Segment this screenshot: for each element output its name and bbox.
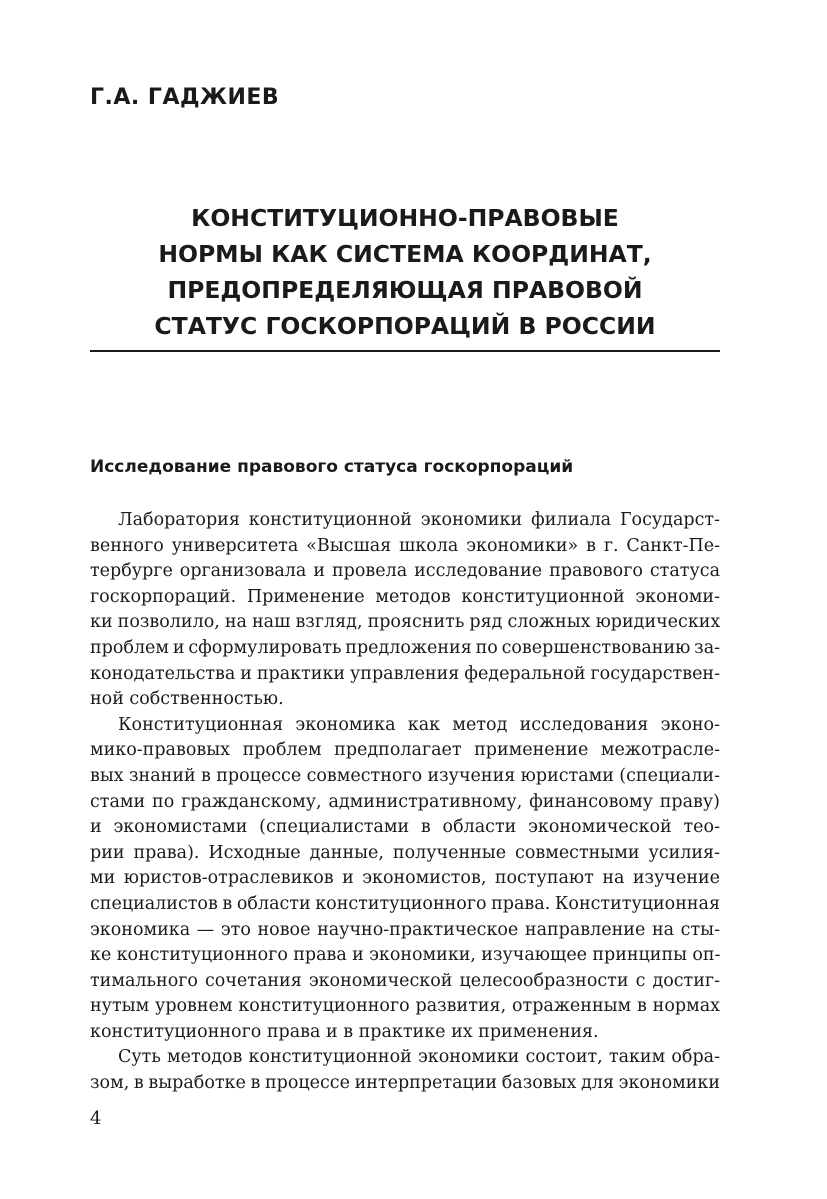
text-line: ки позволило, на наш взгляд, прояснить ряд сложных юридических (90, 612, 721, 633)
paragraph (90, 508, 720, 713)
text-line: мико-правовых проблем предполагает применение межотрасле- (90, 740, 720, 761)
text-line: венного университета «Высшая школа экономики» в г. Санкт-Пе- (90, 535, 720, 556)
article-title (90, 200, 720, 344)
text-line: специалистов в области конституционного права. Конституционная (90, 893, 720, 914)
text-line: вых знаний в процессе совместного изучения юристами (специали- (90, 765, 720, 786)
text-line: конодательства и практики управления федеральной государствен- (90, 663, 720, 684)
text-line: ке конституционного права и экономики, изучающее принципы оп- (90, 945, 721, 966)
text-line: рии права). Исходные данные, полученные совместными усилия- (90, 842, 720, 863)
text-line: ми юристов-отраслевиков и экономистов, поступают на изучение (90, 868, 720, 889)
section-heading: Исследование правового статуса госкорпораций (90, 457, 574, 477)
text-line: тербурге организовала и провела исследование правового статуса (90, 561, 720, 582)
body-text (90, 508, 720, 1097)
text-line: стами по гражданскому, административному, финансовому праву) (90, 791, 720, 812)
title-divider (90, 350, 720, 352)
text-line: ной собственностью. (90, 689, 284, 710)
text-line: Лаборатория конституционной экономики филиала Государст- (118, 510, 720, 530)
text-line: экономика — это новое научно-практическое направление на сты- (90, 919, 720, 940)
text-line: конституционного права и в практике их применения. (90, 1021, 599, 1042)
text-line: проблем и сформулировать предложения по совершенствованию за- (90, 637, 721, 658)
title-line: КОНСТИТУЦИОННО-ПРАВОВЫЕ (191, 204, 619, 232)
author-name: Г.А. ГАДЖИЕВ (90, 85, 280, 110)
text-line: зом, в выработке в процессе интерпретации базовых для экономики (90, 1073, 720, 1094)
text-line: Конституционная экономика как метод исследования эконо- (118, 714, 720, 735)
title-line: ПРЕДОПРЕДЕЛЯЮЩАЯ ПРАВОВОЙ (167, 276, 643, 304)
text-line: Суть методов конституционной экономики состоит, таким обра- (118, 1047, 720, 1068)
page-number: 4 (90, 1108, 102, 1129)
paragraph (90, 1045, 720, 1096)
text-line: тимального сочетания экономической целесообразности с достиг- (90, 970, 720, 991)
paragraph (90, 713, 720, 1046)
text-line: госкорпораций. Применение методов конституционной экономи- (90, 586, 720, 607)
text-line: нутым уровнем конституционного развития, отраженным в нормах (90, 996, 720, 1017)
title-line: СТАТУС ГОСКОРПОРАЦИЙ В РОССИИ (154, 312, 656, 340)
text-line: и экономистами (специалистами в области экономической тео- (90, 817, 720, 838)
title-line: НОРМЫ КАК СИСТЕМА КООРДИНАТ, (158, 240, 652, 268)
